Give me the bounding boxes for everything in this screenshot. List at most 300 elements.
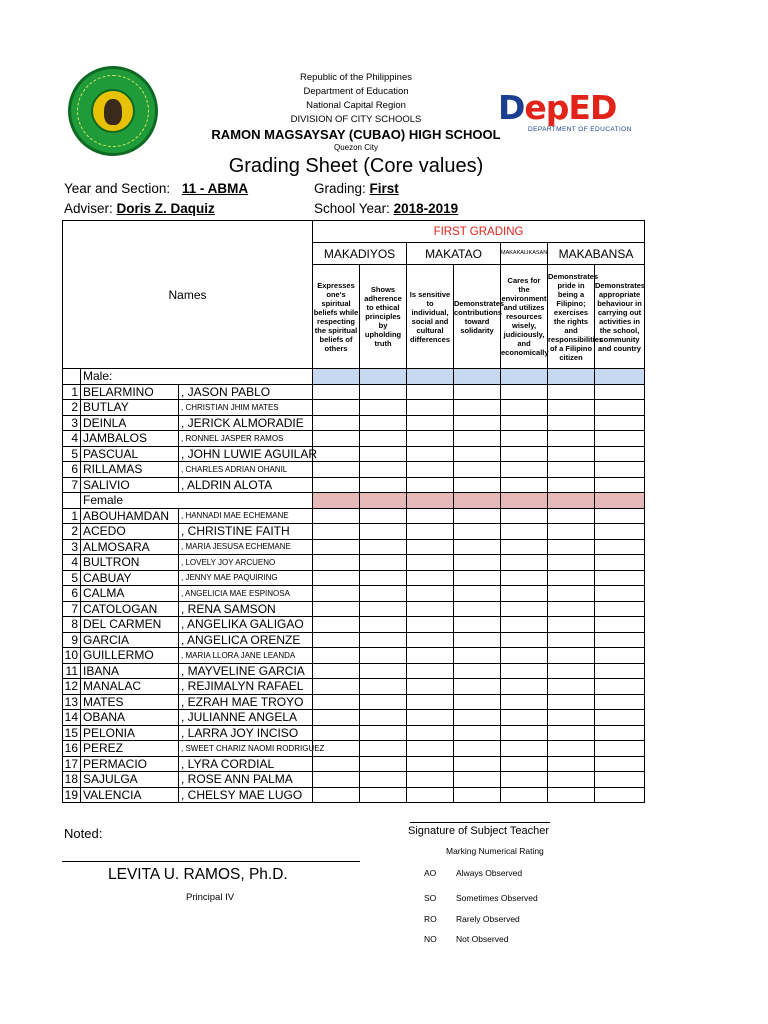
- rating-cell[interactable]: [313, 632, 360, 648]
- rating-cell[interactable]: [501, 787, 548, 803]
- student-surname: CATOLOGAN: [81, 601, 179, 617]
- year-section-value: 11 - ABMA: [181, 181, 249, 196]
- teacher-signature-label: Signature of Subject Teacher: [408, 825, 550, 837]
- rating-cell[interactable]: [501, 694, 548, 710]
- rating-cell[interactable]: [595, 632, 645, 648]
- rating-cell[interactable]: [360, 679, 407, 695]
- rating-cell[interactable]: [595, 787, 645, 803]
- legend-meaning: Rarely Observed: [456, 914, 520, 924]
- student-number: 5: [63, 446, 81, 462]
- rating-cell[interactable]: [407, 679, 454, 695]
- student-number: 1: [63, 508, 81, 524]
- rating-cell[interactable]: [501, 539, 548, 555]
- rating-cell[interactable]: [595, 462, 645, 478]
- student-given-name: , MARIA JESUSA ECHEMANE: [179, 539, 313, 555]
- rating-cell[interactable]: [407, 508, 454, 524]
- student-number: 13: [63, 694, 81, 710]
- student-number: 3: [63, 415, 81, 431]
- section-color-bar: [501, 493, 548, 509]
- rating-cell[interactable]: [360, 632, 407, 648]
- rating-cell[interactable]: [313, 539, 360, 555]
- rating-cell[interactable]: [501, 524, 548, 540]
- rating-cell[interactable]: [313, 787, 360, 803]
- rating-cell[interactable]: [407, 648, 454, 664]
- rating-cell[interactable]: [313, 477, 360, 493]
- rating-cell[interactable]: [595, 648, 645, 664]
- rating-cell[interactable]: [454, 648, 501, 664]
- rating-cell[interactable]: [501, 400, 548, 416]
- student-given-name: , RENA SAMSON: [179, 601, 313, 617]
- student-given-name: , ALDRIN ALOTA: [179, 477, 313, 493]
- legend-code: NO: [424, 934, 437, 944]
- rating-cell[interactable]: [595, 477, 645, 493]
- rating-cell[interactable]: [313, 524, 360, 540]
- student-row: [63, 539, 645, 555]
- rating-cell[interactable]: [595, 741, 645, 757]
- rating-cell[interactable]: [501, 601, 548, 617]
- rating-cell[interactable]: [454, 384, 501, 400]
- student-row: [63, 601, 645, 617]
- rating-cell[interactable]: [501, 632, 548, 648]
- rating-cell[interactable]: [454, 617, 501, 633]
- student-number: 6: [63, 462, 81, 478]
- student-row: [63, 756, 645, 772]
- student-number: 3: [63, 539, 81, 555]
- student-given-name: , JENNY MAE PAQUIRING: [179, 570, 313, 586]
- rating-cell[interactable]: [360, 586, 407, 602]
- student-given-name: , JERICK ALMORADIE: [179, 415, 313, 431]
- student-row: [63, 570, 645, 586]
- rating-cell[interactable]: [548, 539, 595, 555]
- rating-cell[interactable]: [407, 710, 454, 726]
- student-given-name: , RONNEL JASPER RAMOS: [179, 431, 313, 447]
- grading-label: Grading:: [314, 181, 366, 196]
- student-row: [63, 508, 645, 524]
- rating-cell[interactable]: [407, 632, 454, 648]
- rating-cell[interactable]: [313, 725, 360, 741]
- rating-cell[interactable]: [407, 663, 454, 679]
- rating-cell[interactable]: [313, 601, 360, 617]
- header-division: DIVISION OF CITY SCHOOLS: [290, 114, 422, 125]
- rating-cell[interactable]: [454, 524, 501, 540]
- rating-cell[interactable]: [548, 601, 595, 617]
- rating-cell[interactable]: [454, 508, 501, 524]
- rating-cell[interactable]: [548, 446, 595, 462]
- rating-cell[interactable]: [360, 400, 407, 416]
- rating-cell[interactable]: [454, 539, 501, 555]
- rating-cell[interactable]: [501, 710, 548, 726]
- rating-cell[interactable]: [313, 663, 360, 679]
- male-section: [63, 369, 645, 385]
- rating-cell[interactable]: [313, 508, 360, 524]
- section-color-bar: [407, 369, 454, 385]
- student-row: [63, 741, 645, 757]
- rating-cell[interactable]: [501, 462, 548, 478]
- rating-cell[interactable]: [501, 555, 548, 571]
- first-grading-header: FIRST GRADING: [313, 221, 645, 243]
- rating-cell[interactable]: [548, 663, 595, 679]
- student-given-name: , EZRAH MAE TROYO: [179, 694, 313, 710]
- rating-cell[interactable]: [360, 663, 407, 679]
- rating-cell[interactable]: [595, 555, 645, 571]
- student-given-name: , REJIMALYN RAFAEL: [179, 679, 313, 695]
- rating-cell[interactable]: [595, 617, 645, 633]
- section-spacer: [63, 493, 81, 509]
- rating-cell[interactable]: [501, 586, 548, 602]
- rating-cell[interactable]: [548, 570, 595, 586]
- rating-cell[interactable]: [360, 415, 407, 431]
- rating-cell[interactable]: [360, 756, 407, 772]
- student-given-name: , LARRA JOY INCISO: [179, 725, 313, 741]
- rating-cell[interactable]: [313, 415, 360, 431]
- behavior-statement: Expresses one's spiritual beliefs while respecting the spiritual beliefs of others: [313, 265, 360, 369]
- marking-title: Marking Numerical Rating: [446, 846, 544, 856]
- rating-cell[interactable]: [548, 524, 595, 540]
- student-surname: DEINLA: [81, 415, 179, 431]
- section-color-bar: [454, 369, 501, 385]
- rating-cell[interactable]: [454, 787, 501, 803]
- behavior-statement: Shows adherence to ethical principles by upholding truth: [360, 265, 407, 369]
- rating-cell[interactable]: [313, 384, 360, 400]
- rating-cell[interactable]: [595, 601, 645, 617]
- rating-cell[interactable]: [548, 586, 595, 602]
- student-number: 7: [63, 601, 81, 617]
- student-number: 12: [63, 679, 81, 695]
- student-row: [63, 524, 645, 540]
- student-row: [63, 462, 645, 478]
- rating-cell[interactable]: [313, 462, 360, 478]
- rating-cell[interactable]: [454, 772, 501, 788]
- student-row: [63, 415, 645, 431]
- rating-cell[interactable]: [313, 648, 360, 664]
- rating-cell[interactable]: [360, 539, 407, 555]
- rating-cell[interactable]: [313, 694, 360, 710]
- student-row: [63, 663, 645, 679]
- rating-cell[interactable]: [407, 400, 454, 416]
- student-given-name: , MARIA LLORA JANE LEANDA: [179, 648, 313, 664]
- rating-cell[interactable]: [407, 725, 454, 741]
- rating-cell[interactable]: [501, 570, 548, 586]
- rating-cell[interactable]: [407, 446, 454, 462]
- rating-cell[interactable]: [360, 741, 407, 757]
- rating-cell[interactable]: [548, 415, 595, 431]
- rating-cell[interactable]: [548, 787, 595, 803]
- principal-name: LEVITA U. RAMOS, Ph.D.: [108, 866, 288, 883]
- rating-cell[interactable]: [595, 508, 645, 524]
- rating-cell[interactable]: [360, 524, 407, 540]
- rating-cell[interactable]: [548, 400, 595, 416]
- core-value-makabansa: MAKABANSA: [548, 243, 645, 265]
- rating-cell[interactable]: [501, 617, 548, 633]
- rating-cell[interactable]: [595, 586, 645, 602]
- rating-cell[interactable]: [501, 477, 548, 493]
- student-surname: PERMACIO: [81, 756, 179, 772]
- rating-cell[interactable]: [595, 400, 645, 416]
- rating-cell[interactable]: [501, 384, 548, 400]
- student-surname: DEL CARMEN: [81, 617, 179, 633]
- rating-cell[interactable]: [407, 477, 454, 493]
- rating-cell[interactable]: [548, 725, 595, 741]
- rating-cell[interactable]: [313, 756, 360, 772]
- rating-cell[interactable]: [595, 663, 645, 679]
- rating-cell[interactable]: [454, 710, 501, 726]
- student-surname: GUILLERMO: [81, 648, 179, 664]
- rating-cell[interactable]: [595, 570, 645, 586]
- rating-cell[interactable]: [548, 694, 595, 710]
- student-row: [63, 725, 645, 741]
- header-city: Quezon City: [333, 143, 379, 152]
- section-color-bar: [360, 493, 407, 509]
- rating-cell[interactable]: [501, 663, 548, 679]
- year-section-label: Year and Section:: [64, 181, 171, 196]
- rating-cell[interactable]: [313, 617, 360, 633]
- behavior-statement: Demonstrates contributions toward solidarity: [454, 265, 501, 369]
- rating-cell[interactable]: [595, 431, 645, 447]
- rating-cell[interactable]: [454, 725, 501, 741]
- student-number: 14: [63, 710, 81, 726]
- rating-cell[interactable]: [548, 710, 595, 726]
- rating-cell[interactable]: [454, 477, 501, 493]
- rating-cell[interactable]: [595, 446, 645, 462]
- student-surname: BELARMINO: [81, 384, 179, 400]
- adviser: [64, 201, 215, 216]
- rating-cell[interactable]: [454, 555, 501, 571]
- header-department: Department of Education: [303, 86, 409, 97]
- rating-cell[interactable]: [595, 384, 645, 400]
- student-given-name: , ANGELICIA MAE ESPINOSA: [179, 586, 313, 602]
- student-surname: ABOUHAMDAN: [81, 508, 179, 524]
- rating-cell[interactable]: [407, 586, 454, 602]
- rating-cell[interactable]: [548, 741, 595, 757]
- student-given-name: , ANGELIKA GALIGAO: [179, 617, 313, 633]
- rating-cell[interactable]: [548, 679, 595, 695]
- rating-cell[interactable]: [407, 524, 454, 540]
- rating-cell[interactable]: [454, 601, 501, 617]
- rating-cell[interactable]: [407, 384, 454, 400]
- section-color-bar: [313, 369, 360, 385]
- rating-cell[interactable]: [360, 710, 407, 726]
- legend-meaning: Sometimes Observed: [456, 893, 538, 903]
- rating-cell[interactable]: [454, 586, 501, 602]
- student-number: 17: [63, 756, 81, 772]
- rating-cell[interactable]: [595, 415, 645, 431]
- teacher-signature-line: [410, 822, 550, 823]
- rating-cell[interactable]: [313, 772, 360, 788]
- rating-cell[interactable]: [548, 477, 595, 493]
- rating-cell[interactable]: [407, 415, 454, 431]
- rating-cell[interactable]: [454, 446, 501, 462]
- student-number: 7: [63, 477, 81, 493]
- principal-title: Principal IV: [186, 892, 235, 903]
- student-number: 9: [63, 632, 81, 648]
- rating-cell[interactable]: [501, 431, 548, 447]
- rating-cell[interactable]: [548, 617, 595, 633]
- student-number: 6: [63, 586, 81, 602]
- rating-cell[interactable]: [454, 400, 501, 416]
- student-row: [63, 617, 645, 633]
- student-surname: JAMBALOS: [81, 431, 179, 447]
- rating-cell[interactable]: [313, 679, 360, 695]
- student-number: 5: [63, 570, 81, 586]
- grading-period: [314, 181, 399, 196]
- rating-cell[interactable]: [454, 694, 501, 710]
- rating-cell[interactable]: [313, 710, 360, 726]
- rating-cell[interactable]: [407, 741, 454, 757]
- rating-cell[interactable]: [360, 384, 407, 400]
- rating-cell[interactable]: [407, 617, 454, 633]
- behavior-statement: Is sensitive to individual, social and cultural differences: [407, 265, 454, 369]
- student-number: 19: [63, 787, 81, 803]
- rating-cell[interactable]: [501, 648, 548, 664]
- student-surname: GARCIA: [81, 632, 179, 648]
- section-color-bar: [548, 493, 595, 509]
- rating-cell[interactable]: [360, 508, 407, 524]
- student-surname: MANALAC: [81, 679, 179, 695]
- rating-cell[interactable]: [360, 462, 407, 478]
- rating-cell[interactable]: [360, 601, 407, 617]
- male-section-label: Male:: [81, 369, 313, 385]
- student-surname: ALMOSARA: [81, 539, 179, 555]
- student-number: 2: [63, 524, 81, 540]
- rating-cell[interactable]: [548, 384, 595, 400]
- behavior-statement: Demonstrates appropriate behaviour in carrying out activities in the school, community and country: [595, 265, 645, 369]
- rating-cell[interactable]: [407, 601, 454, 617]
- student-given-name: , JULIANNE ANGELA: [179, 710, 313, 726]
- noted-label: Noted:: [64, 826, 103, 841]
- rating-cell[interactable]: [407, 555, 454, 571]
- rating-cell[interactable]: [407, 431, 454, 447]
- student-number: 11: [63, 663, 81, 679]
- student-surname: MATES: [81, 694, 179, 710]
- rating-cell[interactable]: [360, 431, 407, 447]
- rating-cell[interactable]: [360, 787, 407, 803]
- rating-cell[interactable]: [313, 400, 360, 416]
- legend-meaning: Always Observed: [456, 868, 523, 878]
- school-year-label: School Year:: [314, 201, 390, 216]
- student-surname: CABUAY: [81, 570, 179, 586]
- rating-cell[interactable]: [454, 415, 501, 431]
- rating-cell[interactable]: [454, 570, 501, 586]
- student-surname: ACEDO: [81, 524, 179, 540]
- section-color-bar: [548, 369, 595, 385]
- core-value-makatao: MAKATAO: [407, 243, 501, 265]
- rating-cell[interactable]: [407, 462, 454, 478]
- rating-cell[interactable]: [501, 508, 548, 524]
- rating-cell[interactable]: [360, 648, 407, 664]
- school-year: [314, 201, 458, 216]
- rating-cell[interactable]: [595, 694, 645, 710]
- rating-cell[interactable]: [548, 632, 595, 648]
- rating-cell[interactable]: [454, 741, 501, 757]
- rating-cell[interactable]: [407, 539, 454, 555]
- rating-cell[interactable]: [501, 725, 548, 741]
- rating-cell[interactable]: [454, 431, 501, 447]
- rating-cell[interactable]: [313, 555, 360, 571]
- student-row: [63, 694, 645, 710]
- rating-cell[interactable]: [548, 648, 595, 664]
- student-given-name: , CHARLES ADRIAN OHANIL: [179, 462, 313, 478]
- rating-cell[interactable]: [407, 570, 454, 586]
- rating-cell[interactable]: [548, 772, 595, 788]
- student-number: 16: [63, 741, 81, 757]
- rating-cell[interactable]: [501, 679, 548, 695]
- rating-cell[interactable]: [313, 431, 360, 447]
- student-surname: SALIVIO: [81, 477, 179, 493]
- rating-cell[interactable]: [360, 570, 407, 586]
- year-section: [64, 181, 248, 196]
- student-number: 8: [63, 617, 81, 633]
- rating-cell[interactable]: [595, 756, 645, 772]
- rating-cell[interactable]: [407, 756, 454, 772]
- legend-meaning: Not Observed: [456, 934, 509, 944]
- section-color-bar: [454, 493, 501, 509]
- header-republic: Republic of the Philippines: [300, 72, 412, 83]
- rating-cell[interactable]: [454, 632, 501, 648]
- student-row: [63, 787, 645, 803]
- rating-cell[interactable]: [454, 462, 501, 478]
- rating-cell[interactable]: [360, 772, 407, 788]
- rating-cell[interactable]: [407, 694, 454, 710]
- rating-cell[interactable]: [548, 431, 595, 447]
- rating-cell[interactable]: [454, 663, 501, 679]
- rating-cell[interactable]: [313, 586, 360, 602]
- rating-cell[interactable]: [595, 524, 645, 540]
- rating-cell[interactable]: [501, 756, 548, 772]
- rating-cell[interactable]: [595, 772, 645, 788]
- rating-cell[interactable]: [360, 694, 407, 710]
- section-color-bar: [360, 369, 407, 385]
- adviser-label: Adviser:: [64, 201, 113, 216]
- rating-cell[interactable]: [595, 725, 645, 741]
- rating-cell[interactable]: [501, 772, 548, 788]
- rating-cell[interactable]: [407, 787, 454, 803]
- names-header: Names: [63, 221, 313, 369]
- student-row: [63, 555, 645, 571]
- student-surname: OBANA: [81, 710, 179, 726]
- rating-cell[interactable]: [360, 446, 407, 462]
- student-given-name: , CHRISTIAN JHIM MATES: [179, 400, 313, 416]
- rating-cell[interactable]: [360, 617, 407, 633]
- rating-cell[interactable]: [454, 679, 501, 695]
- student-given-name: , LOVELY JOY ARCUENO: [179, 555, 313, 571]
- rating-cell[interactable]: [360, 477, 407, 493]
- rating-cell[interactable]: [360, 555, 407, 571]
- rating-cell[interactable]: [548, 555, 595, 571]
- rating-cell[interactable]: [454, 756, 501, 772]
- female-section-label: Female: [81, 493, 313, 509]
- rating-cell[interactable]: [313, 446, 360, 462]
- rating-cell[interactable]: [501, 741, 548, 757]
- rating-cell[interactable]: [313, 570, 360, 586]
- student-row: [63, 679, 645, 695]
- rating-cell[interactable]: [595, 539, 645, 555]
- rating-cell[interactable]: [595, 679, 645, 695]
- student-row: [63, 586, 645, 602]
- rating-cell[interactable]: [360, 725, 407, 741]
- student-number: 15: [63, 725, 81, 741]
- rating-cell[interactable]: [501, 446, 548, 462]
- rating-cell[interactable]: [548, 756, 595, 772]
- principal-signature-line: [62, 861, 360, 862]
- student-surname: BUTLAY: [81, 400, 179, 416]
- adviser-value: Doris Z. Daquiz: [116, 201, 215, 216]
- rating-cell[interactable]: [548, 508, 595, 524]
- rating-cell[interactable]: [501, 415, 548, 431]
- rating-cell[interactable]: [595, 710, 645, 726]
- rating-cell[interactable]: [407, 772, 454, 788]
- student-surname: PEREZ: [81, 741, 179, 757]
- rating-cell[interactable]: [548, 462, 595, 478]
